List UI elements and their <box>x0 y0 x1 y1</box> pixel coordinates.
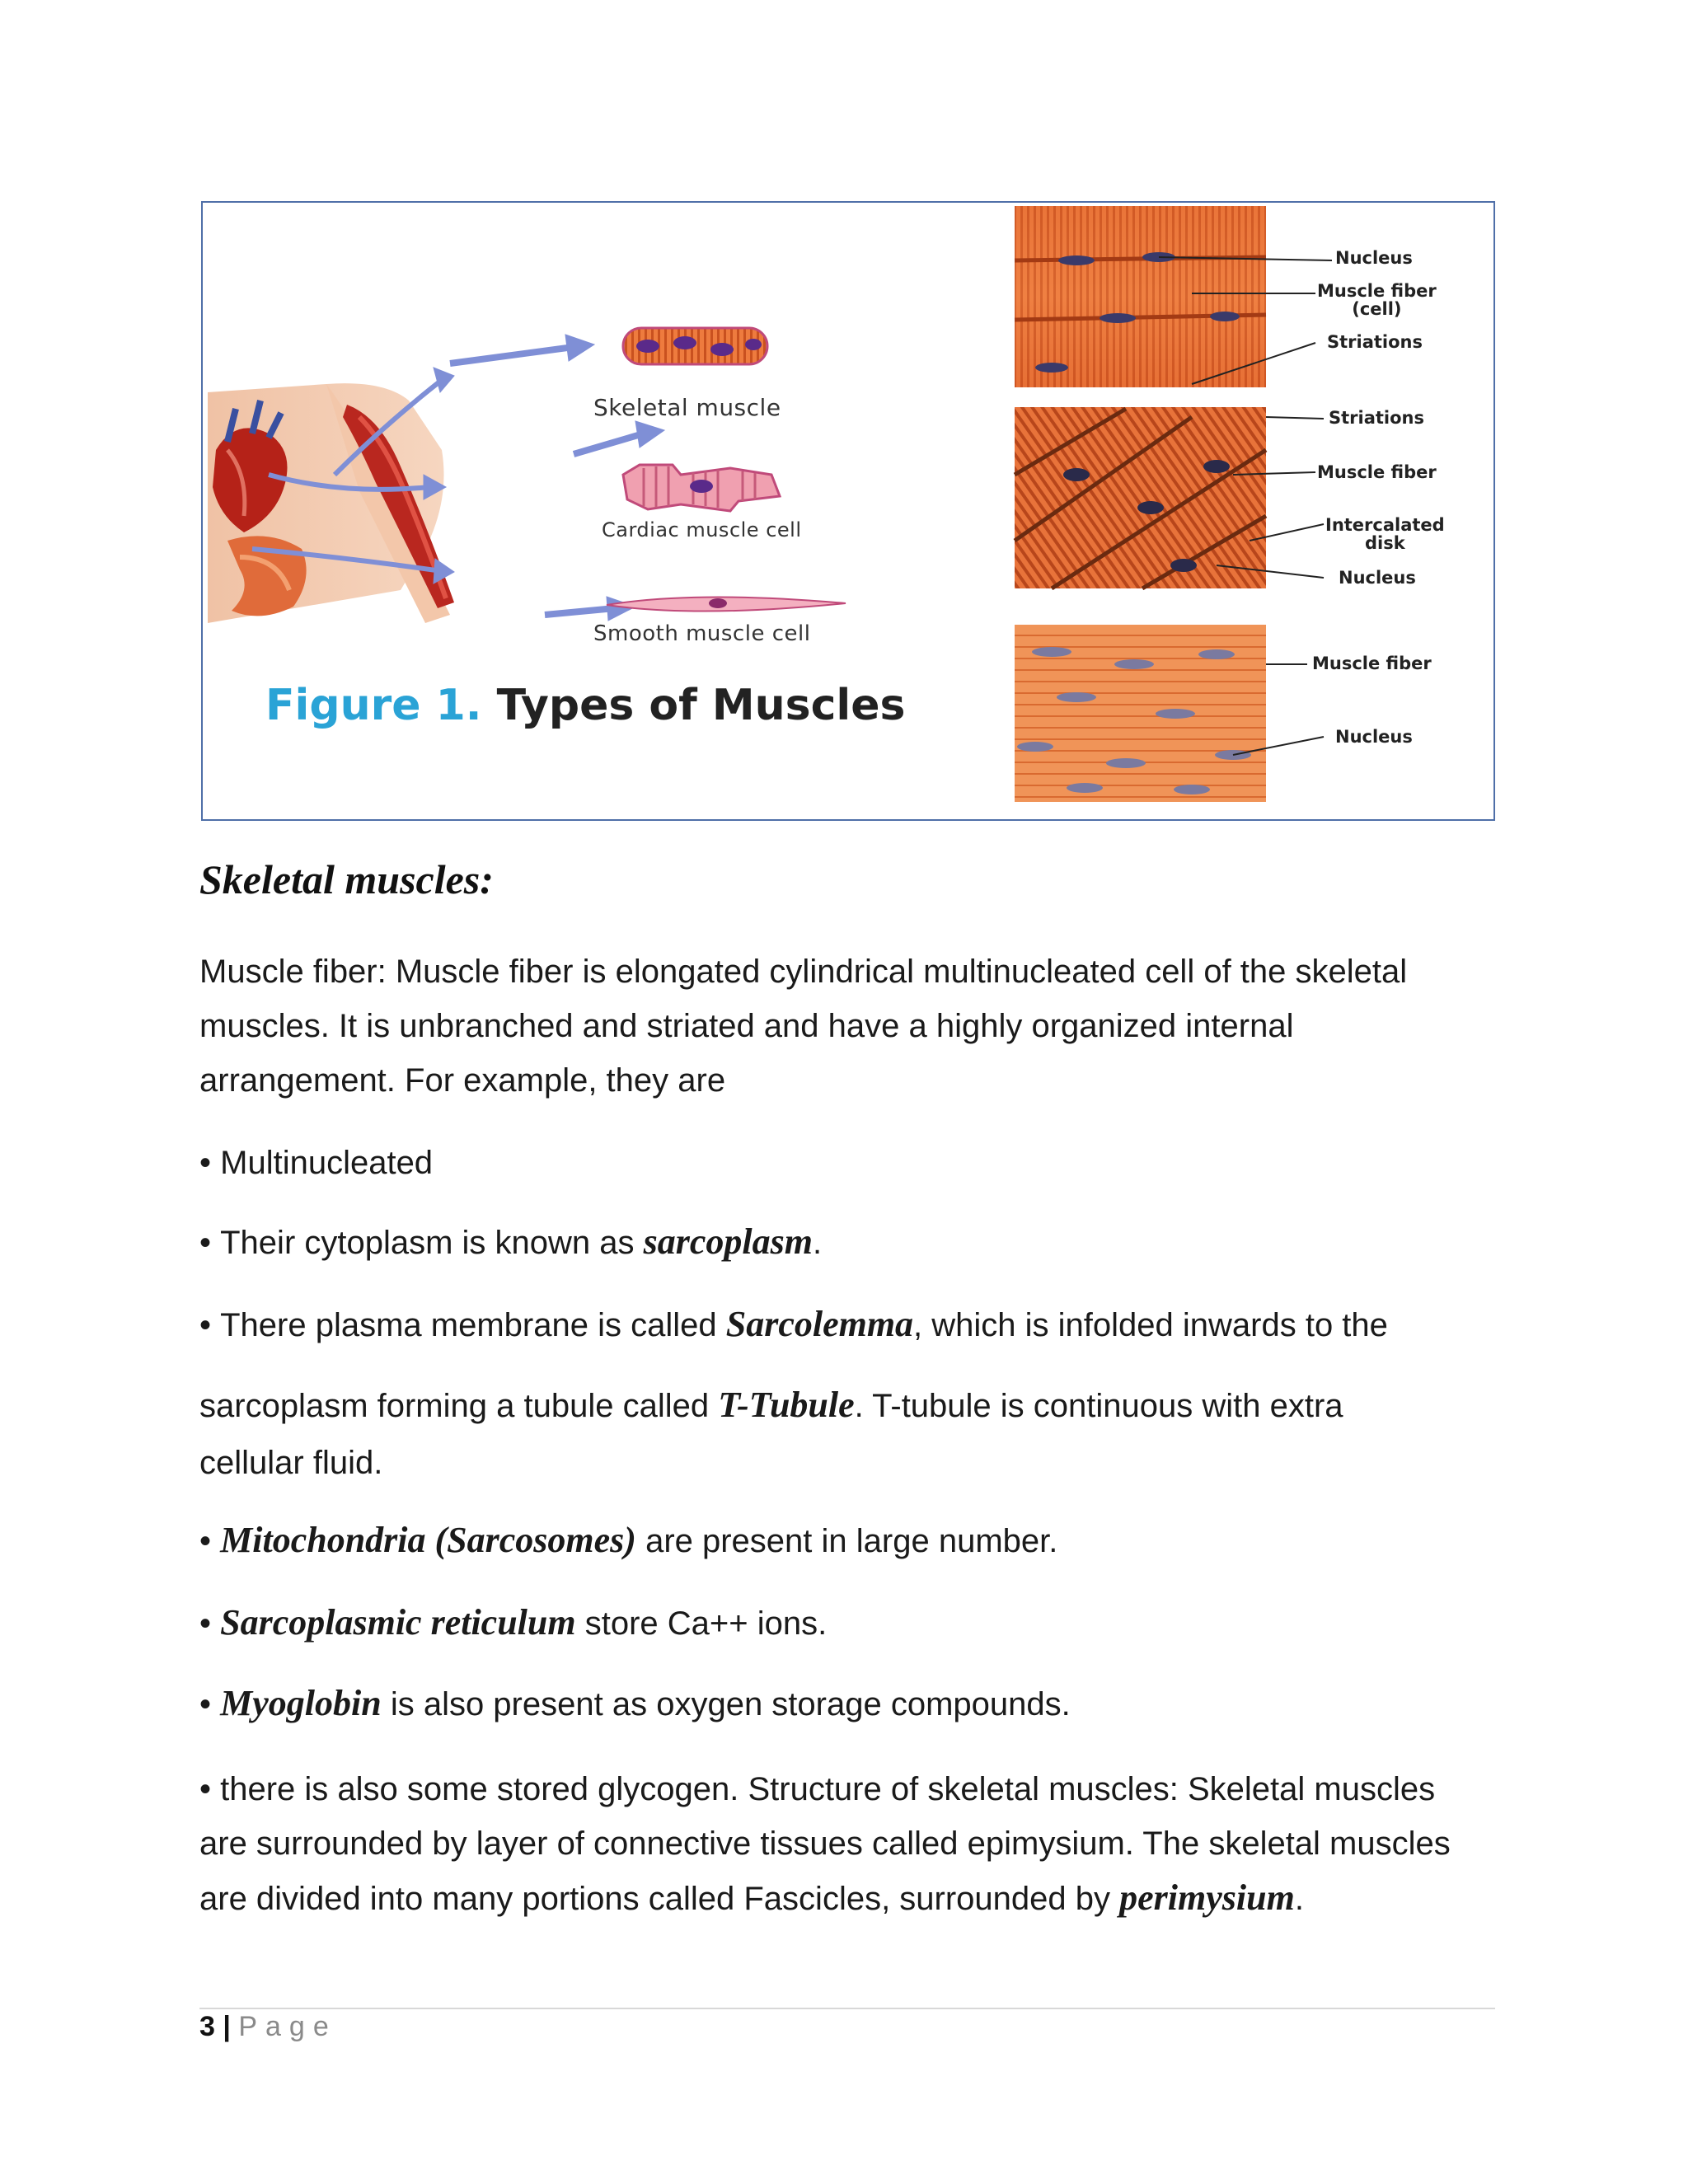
bullet-sarcolemma-pre: There plasma membrane is called <box>220 1307 726 1343</box>
term-perimysium: perimysium <box>1119 1877 1295 1918</box>
muscle-types-figure <box>201 201 1495 821</box>
bullet-sarcoplasmic-reticulum: • Sarcoplasmic reticulum store Ca++ ions. <box>199 1602 828 1643</box>
bullet-sarcolemma-post: , which is infolded inwards to the <box>913 1307 1388 1343</box>
ttubule-pre: sarcoplasm forming a tubule called <box>199 1388 719 1424</box>
intro-paragraph: Muscle fiber: Muscle fiber is elongated cylindrical multinucleated cell of the skeletal muscles. It is unbranched and striated and have a highly organized internal arrangement. For example, they are <box>199 954 1408 1099</box>
bullet-sarcoplasm-post: . <box>813 1225 823 1261</box>
bullet-sarcolemma: • There plasma membrane is called Sarcolemma, which is infolded inwards to the <box>199 1304 1388 1344</box>
figure-caption <box>265 681 905 730</box>
ttubule-post: . T-tubule is continuous with extra <box>854 1388 1343 1424</box>
bullet-sarcoplasm: • Their cytoplasm is known as sarcoplasm. <box>199 1221 823 1262</box>
smooth-micrograph <box>1015 625 1266 802</box>
callout-cardiac-nucleus: Nucleus <box>1339 568 1416 588</box>
skeletal-cell-drawing <box>623 328 767 364</box>
page-number: 3 <box>199 2011 215 2042</box>
smooth-cell-drawing <box>607 597 846 611</box>
footer-divider <box>199 2008 1495 2009</box>
bullet-mitochondria: • Mitochondria (Sarcosomes) are present in large number. <box>199 1520 1058 1560</box>
callout-smooth-nucleus: Nucleus <box>1335 727 1413 747</box>
bullet-mitochondria-post: are present in large number. <box>635 1523 1058 1559</box>
callout-skeletal-cell-text: (cell) <box>1352 299 1402 319</box>
term-sarcolemma: Sarcolemma <box>725 1304 914 1344</box>
cardiac-micrograph <box>1015 407 1266 588</box>
callout-cardiac-striations: Striations <box>1329 408 1425 428</box>
page-word: Page <box>238 2011 337 2042</box>
bullet-myoglobin: • Myoglobin is also present as oxygen storage compounds. <box>199 1683 1071 1723</box>
skeletal-micrograph <box>1015 206 1266 387</box>
bullet-myoglobin-post: is also present as oxygen storage compounds. <box>381 1686 1071 1722</box>
body-illustration <box>208 383 454 623</box>
callout-cardiac-muscle-fiber: Muscle fiber <box>1317 462 1437 482</box>
term-myoglobin: Myoglobin <box>220 1683 382 1723</box>
bullet-sarcoplasm-pre: Their cytoplasm is known as <box>220 1225 644 1261</box>
callout-intercalated-text: Intercalated <box>1325 515 1445 535</box>
callout-skeletal-striations: Striations <box>1327 332 1423 352</box>
bullet-sarcolemma-line3: cellular fluid. <box>199 1445 383 1481</box>
bullet-sarcolemma-line2 <box>199 1378 1343 1433</box>
cardiac-cell-drawing <box>623 465 780 511</box>
term-t-tubule: T-Tubule <box>718 1385 855 1425</box>
figure-number: Figure 1. <box>265 681 482 730</box>
skeletal-muscle-label: Skeletal muscle <box>593 394 781 421</box>
callout-cardiac-intercalated-disk <box>1325 516 1445 552</box>
figure-title: Types of Muscles <box>496 681 906 730</box>
final-paragraph: • there is also some stored glycogen. Structure of skeletal muscles: Skeletal muscles are surrounded by layer of connective tissues called epimysium. The skeletal muscles are divided into many portions called Fascicles, surrounded by perimysium. <box>199 1771 1451 1918</box>
section-heading: Skeletal muscles: <box>199 856 494 902</box>
callout-smooth-muscle-fiber: Muscle fiber <box>1312 654 1432 673</box>
page-footer <box>199 2011 337 2043</box>
term-sarcoplasm: sarcoplasm <box>643 1221 813 1262</box>
cardiac-muscle-label: Cardiac muscle cell <box>602 518 802 541</box>
bullet-multinucleated: • Multinucleated <box>199 1145 434 1181</box>
callout-skeletal-muscle-fiber-text: Muscle fiber <box>1317 281 1437 301</box>
page-separator: | <box>223 2011 231 2042</box>
callout-skeletal-muscle-fiber <box>1317 282 1437 318</box>
callout-disk-text: disk <box>1365 533 1405 553</box>
callout-skeletal-nucleus: Nucleus <box>1335 248 1413 268</box>
term-mitochondria: Mitochondria (Sarcosomes) <box>220 1520 636 1560</box>
bullet-multinucleated-text: Multinucleated <box>220 1145 434 1181</box>
smooth-muscle-label: Smooth muscle cell <box>593 621 811 646</box>
final-paragraph-text: there is also some stored glycogen. Structure of skeletal muscles: Skeletal muscles are surrounded by layer of connective tissues called epimysium. The skeletal muscles are divided into many portions called Fascicles, surrounded by <box>199 1771 1451 1917</box>
term-sarcoplasmic-reticulum: Sarcoplasmic reticulum <box>220 1602 576 1643</box>
final-paragraph-post: . <box>1294 1881 1304 1917</box>
bullet-reticulum-post: store Ca++ ions. <box>575 1605 828 1642</box>
